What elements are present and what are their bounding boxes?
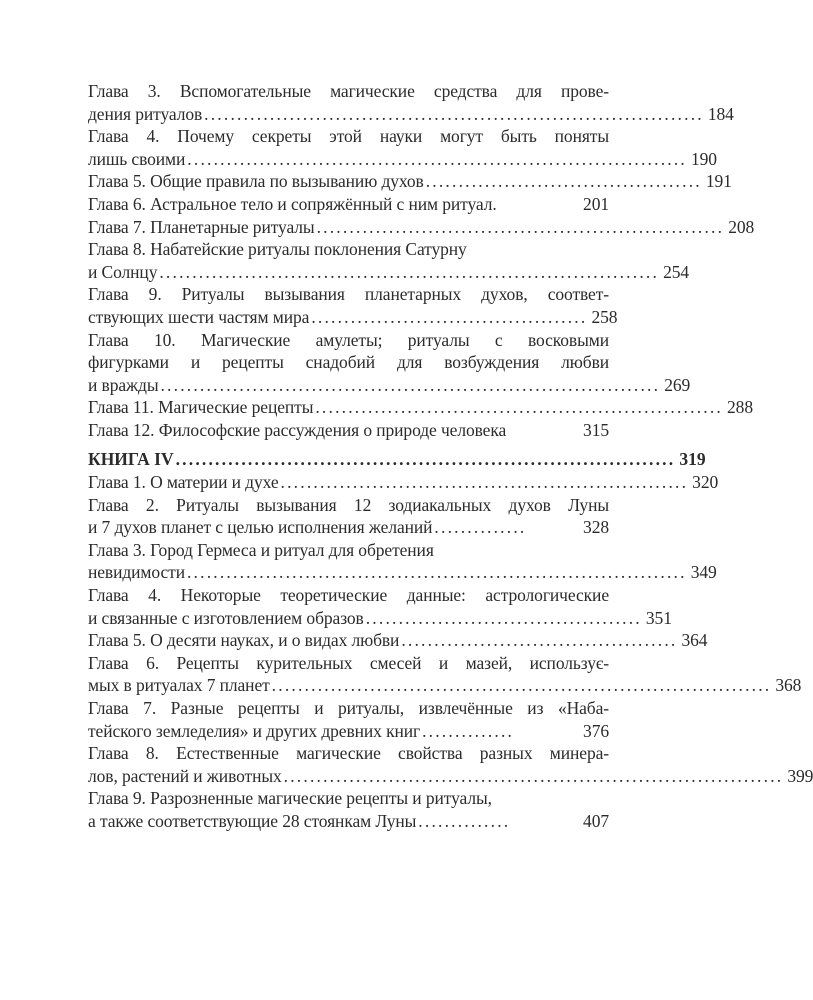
toc-entry-b4-ch4 — [88, 584, 672, 629]
toc-entry-line: Глава 6. Астральное тело и сопряжённый с ним ритуал. — [88, 193, 497, 214]
toc-entry-line: Глава 1. О материи и духе — [88, 472, 279, 493]
toc-entry-line: Глава 4. Некоторые теоретические данные: астрологические — [88, 585, 609, 606]
toc-entry-ch9 — [88, 283, 618, 328]
dot-leader: .......................................... — [425, 171, 702, 192]
toc-book-heading — [88, 448, 706, 471]
table-of-contents — [88, 80, 813, 833]
toc-entry-leader-line — [88, 810, 609, 833]
toc-entry-leader-line — [88, 765, 813, 788]
toc-entry-leader-line — [88, 419, 609, 442]
toc-entry-line: Глава 5. Общие правила по вызыванию духов — [88, 171, 424, 192]
page-number: 184 — [707, 103, 734, 124]
toc-entry-ch10 — [88, 329, 691, 397]
dot-leader: ............................................................................ — [204, 103, 704, 124]
page-number: 208 — [728, 216, 755, 237]
toc-entry-line: Глава 2. Ритуалы вызывания 12 зодиакальных духов Луны — [88, 494, 609, 515]
dot-leader: ............................................................................ — [160, 374, 661, 395]
toc-entry-leader-line — [88, 396, 753, 419]
dot-leader: .............. — [434, 517, 527, 538]
toc-entry-line: мых в ритуалах 7 планет — [88, 675, 270, 696]
toc-entry-line: Глава 7. Разные рецепты и ритуалы, извлечённые из «Наба- — [88, 698, 609, 719]
toc-entry-line: Глава 10. Магические амулеты; ритуалы с восковыми — [88, 329, 609, 350]
toc-entry-line: Глава 4. Почему секреты этой науки могут быть поняты — [88, 126, 609, 147]
toc-entry-ch4 — [88, 125, 717, 170]
toc-entry-line: ствующих шести частям мира — [88, 306, 310, 327]
page-number: 320 — [692, 472, 719, 493]
page-number: 254 — [663, 261, 690, 282]
toc-entry-leader-line — [88, 193, 609, 216]
toc-entry-line: фигурками и рецепты снадобий для возбуждения любви — [88, 352, 609, 373]
toc-entry-ch3 — [88, 80, 734, 125]
toc-entry-b4-ch6 — [88, 652, 802, 697]
toc-entry-b4-ch9 — [88, 787, 609, 832]
page-number: 319 — [679, 448, 706, 469]
dot-leader: .......................................... — [401, 630, 678, 651]
page-number: 376 — [583, 720, 609, 741]
dot-leader: ............................................................................ — [283, 765, 784, 786]
dot-leader: ............................................................................ — [271, 675, 772, 696]
toc-entry-line: дения ритуалов — [88, 103, 203, 124]
toc-entry-line: Глава 9. Ритуалы вызывания планетарных духов, соответ- — [88, 284, 609, 305]
page-number: 368 — [775, 675, 802, 696]
page-number: 315 — [583, 419, 609, 440]
toc-entry-line: Глава 11. Магические рецепты — [88, 397, 314, 418]
toc-entry-line: и вражды — [88, 374, 159, 395]
toc-entry-leader-line — [88, 103, 734, 126]
toc-entry-leader-line — [88, 448, 706, 471]
toc-entry-line: Глава 6. Рецепты курительных смесей и мазей, использує- — [88, 652, 609, 673]
toc-entry-leader-line — [88, 516, 609, 539]
toc-entry-line: а также соответствующие 28 стоянкам Луны — [88, 811, 417, 831]
toc-entry-line: и 7 духов планет с целью исполнения желаний — [88, 517, 433, 538]
toc-entry-leader-line — [88, 170, 732, 193]
toc-entry-leader-line — [88, 720, 609, 743]
toc-entry-leader-line — [88, 216, 755, 239]
toc-entry-line: лов, растений и животных — [88, 765, 282, 786]
page-number: 407 — [583, 811, 609, 831]
page-number: 399 — [787, 765, 813, 786]
page-number: 288 — [727, 397, 753, 418]
toc-entry-ch8 — [88, 238, 690, 283]
dot-leader: ............................................................................ — [159, 261, 660, 282]
toc-entry-b4-ch2 — [88, 494, 609, 539]
dot-leader: .............................................................. — [315, 397, 724, 418]
toc-entry-b4-ch8 — [88, 742, 813, 787]
toc-entry-leader-line — [88, 561, 717, 584]
toc-entry-leader-line — [88, 261, 690, 284]
toc-entry-leader-line — [88, 148, 717, 171]
toc-entry-ch7 — [88, 216, 755, 239]
page-number: 328 — [583, 517, 609, 538]
toc-entry-ch11 — [88, 396, 753, 419]
toc-entry-line: Глава 8. Естественные магические свойства разных минера- — [88, 743, 609, 764]
toc-entry-b4-ch3 — [88, 539, 717, 584]
toc-entry-leader-line — [88, 674, 802, 697]
toc-entry-line: и Солнцу — [88, 261, 158, 282]
dot-leader: .......................................... — [311, 306, 588, 327]
dot-leader: ............................................................................ — [187, 148, 687, 169]
toc-entry-line: Глава 3. Город Гермеса и ритуал для обретения — [88, 539, 434, 560]
toc-entry-line: Глава 3. Вспомогательные магические средства для прове- — [88, 81, 609, 101]
toc-entry-b4-ch1 — [88, 471, 719, 494]
page-number: 351 — [645, 607, 672, 628]
toc-entry-leader-line — [88, 374, 691, 397]
toc-entry-ch6 — [88, 193, 609, 216]
toc-entry-line: тейского земледелия» и других древних книг — [88, 720, 421, 741]
toc-entry-line: Глава 9. Разрозненные магические рецепты и ритуалы, — [88, 788, 492, 809]
book-title: КНИГА IV — [88, 448, 174, 469]
dot-leader: .............................................................. — [316, 216, 725, 237]
toc-entry-line: Глава 12. Философские рассуждения о природе человека — [88, 419, 507, 440]
toc-entry-b4-ch5 — [88, 629, 708, 652]
page-number: 201 — [583, 193, 609, 214]
dot-leader: .............................................................. — [280, 472, 689, 493]
toc-entry-b4-ch7 — [88, 697, 609, 742]
toc-entry-leader-line — [88, 306, 618, 329]
page-number: 349 — [690, 562, 717, 583]
toc-entry-line: Глава 5. О десяти науках, и о видах любви — [88, 630, 400, 651]
toc-entry-ch12 — [88, 419, 609, 442]
page-number: 190 — [691, 148, 717, 169]
toc-entry-line: и связанные с изготовлением образов — [88, 607, 364, 628]
dot-leader: ............................................................................ — [175, 448, 676, 469]
toc-entry-line: Глава 7. Планетарные ритуалы — [88, 216, 315, 237]
toc-entry-leader-line — [88, 471, 719, 494]
dot-leader: ............................................................................ — [186, 562, 687, 583]
dot-leader: .......................................... — [365, 607, 642, 628]
toc-entry-leader-line — [88, 629, 708, 652]
page-number: 269 — [664, 374, 691, 395]
page-number: 191 — [705, 171, 732, 192]
dot-leader: .............. — [418, 811, 511, 831]
toc-entry-line: Глава 8. Набатейские ритуалы поклонения Сатурну — [88, 239, 467, 260]
page-number: 258 — [591, 306, 618, 327]
toc-entry-leader-line — [88, 607, 672, 630]
toc-entry-line: невидимости — [88, 562, 185, 583]
toc-entry-ch5 — [88, 170, 732, 193]
dot-leader: .............. — [422, 720, 515, 741]
page-number: 364 — [681, 630, 708, 651]
toc-entry-line: лишь своими — [88, 148, 186, 169]
